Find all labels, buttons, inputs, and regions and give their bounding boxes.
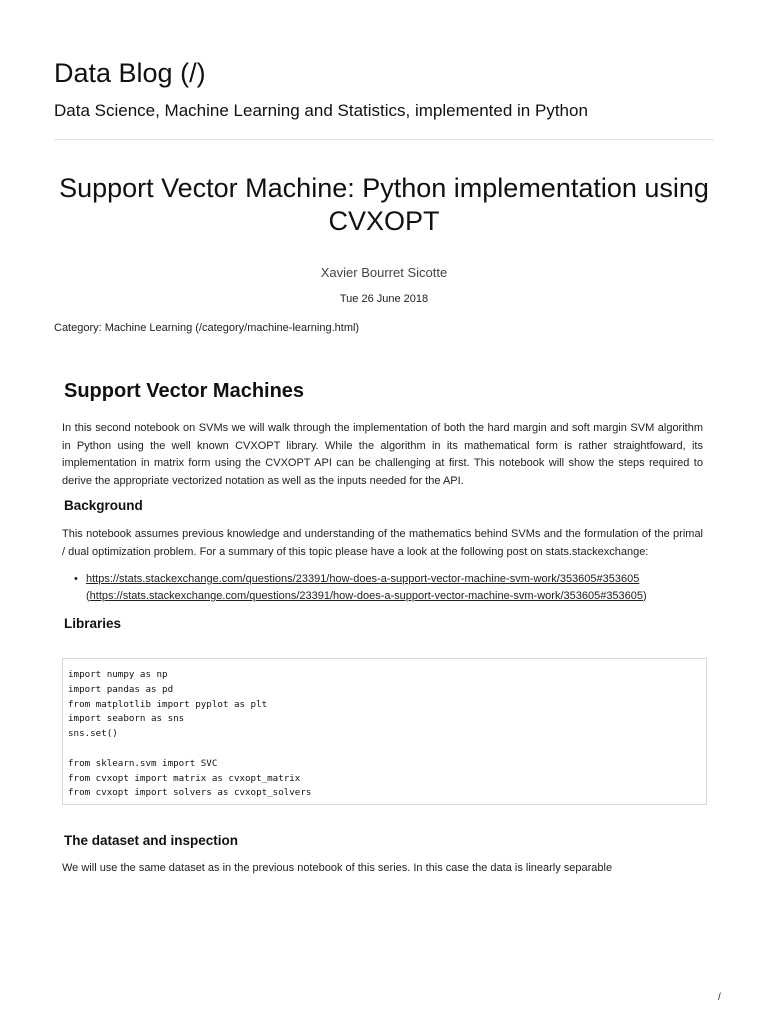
code-line: sns.set() — [68, 728, 118, 740]
code-line: import pandas as pd — [68, 683, 174, 695]
site-title[interactable]: Data Blog (/) — [54, 58, 206, 88]
dataset-heading: The dataset and inspection — [64, 833, 239, 848]
link-paren-open: ( — [86, 590, 90, 602]
code-line: from cvxopt import solvers as cvxopt_solvers — [68, 787, 312, 799]
code-line: import seaborn as sns — [68, 713, 185, 725]
page-marker: / — [718, 992, 721, 1003]
post-title: Support Vector Machine: Python implementation using CVXOPT — [59, 173, 709, 236]
background-paragraph: This notebook assumes previous knowledge and understanding of the mathematics behind SVMs and the formulation of the primal / dual optimization problem. For a summary of this topic please have a look at the following post on stats.stackexchange: — [62, 528, 703, 558]
post-date: Tue 26 June 2018 — [339, 293, 429, 305]
intro-paragraph: In this second notebook on SVMs we will walk through the implementation of both the hard margin and soft margin SVM algorithm in Python using the well known CVXOPT library. While the algorithm in its mathematical form is rather straightfoward, its implementation in matrix form using the CVXOPT API can be challenging at first. This notebook will show the steps required to derive the appropriate vectorized notation as well as the inputs needed for the API. — [62, 422, 703, 487]
libraries-heading: Libraries — [64, 616, 122, 631]
bullet-icon: • — [74, 573, 78, 585]
stackexchange-link[interactable]: https://stats.stackexchange.com/questions/23391/how-does-a-support-vector-machine-svm-work/353605#353605 — [86, 573, 640, 585]
post-author: Xavier Bourret Sicotte — [320, 265, 448, 280]
site-tagline: Data Science, Machine Learning and Statistics, implemented in Python — [54, 101, 588, 120]
code-line: import numpy as np — [68, 669, 168, 680]
code-line: from matplotlib import pyplot as plt — [68, 698, 268, 710]
code-block — [62, 658, 707, 805]
section-heading-svm: Support Vector Machines — [64, 380, 305, 402]
background-heading: Background — [64, 498, 143, 513]
header-divider — [54, 139, 714, 140]
code-line — [68, 742, 701, 757]
stackexchange-url-link[interactable]: https://stats.stackexchange.com/questions/23391/how-does-a-support-vector-machine-svm-work/353605#353605 — [89, 590, 644, 602]
dataset-paragraph: We will use the same dataset as in the previous notebook of this series. In this case the data is linearly separable — [62, 862, 613, 874]
code-line: from cvxopt import matrix as cvxopt_matrix — [68, 772, 301, 784]
list-item — [62, 571, 703, 605]
reference-list — [62, 571, 703, 605]
link-paren-close: ) — [643, 590, 647, 602]
post-category[interactable]: Category: Machine Learning (/category/machine-learning.html) — [54, 322, 360, 334]
code-line: from sklearn.svm import SVC — [68, 757, 218, 769]
